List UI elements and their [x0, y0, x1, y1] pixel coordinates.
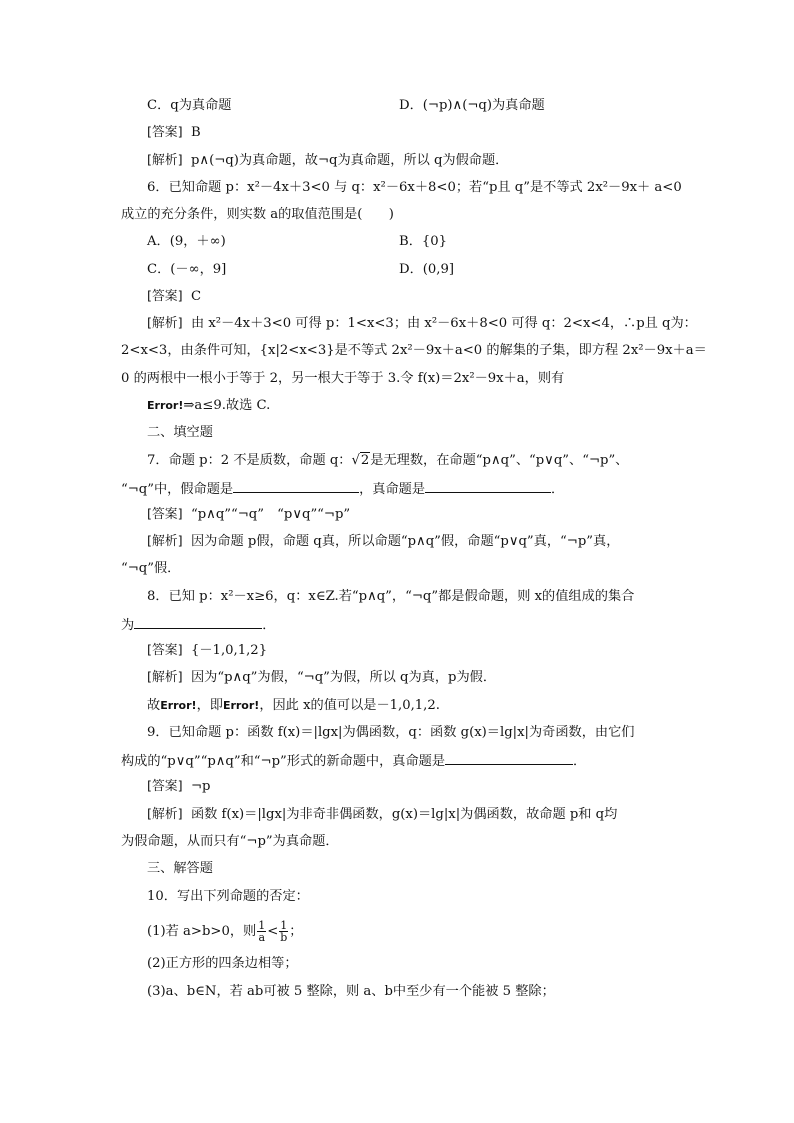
q9-analysis-line2: 为假命题，从而只有“¬p”为真命题． — [121, 834, 339, 849]
q5-answer — [147, 124, 201, 142]
answer-value: C — [190, 289, 202, 304]
q7-text-a: 7．命题 p：2 不是质数，命题 q： — [147, 453, 352, 468]
analysis-tag: [解析] — [147, 153, 183, 168]
analysis-text: 因为命题 p假，命题 q真，所以命题“p∧q”假，命题“p∨q”真，“¬p”真， — [190, 534, 620, 549]
answer-value: {－1,0,1,2} — [190, 643, 268, 658]
q6-analysis-line3: 0 的两根中一根小于等于 2，另一根大于等于 3.令 f(x)＝2x²－9x＋a，则有 — [121, 371, 565, 386]
q7-text-d: ，真命题是 — [359, 482, 426, 497]
analysis-text: ，因此 x的值可以是－1,0,1,2. — [259, 698, 440, 713]
q9-answer — [147, 778, 210, 796]
q7-stem-line2 — [121, 479, 564, 499]
q9-analysis-line1 — [147, 806, 617, 824]
answer-value: “p∧q”“¬q” “p∨q”“¬p” — [190, 507, 351, 522]
q8-text: 为 — [121, 618, 135, 633]
frac-denominator: a — [258, 931, 266, 944]
period: ． — [262, 618, 276, 633]
q6-stem-line2: 成立的充分条件，则实数 a的取值范围是( ) — [121, 207, 394, 222]
q7-text-c: “¬q”中，假命题是 — [121, 482, 234, 497]
frac-numerator: 1 — [258, 919, 266, 932]
analysis-tag: [解析] — [147, 534, 183, 549]
q8-analysis-line2 — [147, 697, 440, 715]
analysis-tag: [解析] — [147, 807, 183, 822]
q7-answer — [147, 506, 350, 524]
q10-item1 — [147, 920, 302, 943]
fraction-1-over-a — [257, 920, 266, 943]
sqrt-radicand: 2 — [360, 453, 370, 468]
answer-tag: [答案] — [147, 779, 183, 794]
q8-analysis-line1 — [147, 669, 496, 687]
section-solve: 三、解答题 — [147, 861, 213, 876]
section-fill-in: 二、填空题 — [147, 425, 213, 440]
q10-item1-end: ； — [289, 924, 303, 939]
q6-analysis-line2: 2<x<3，由条件可知，{x|2<x<3}是不等式 2x²－9x＋a<0 的解集的子集，即方程 2x²－9x＋a＝ — [121, 343, 707, 358]
fill-blank-false[interactable] — [233, 479, 359, 493]
q6-analysis-line4 — [147, 397, 270, 415]
q7-analysis-line2: “¬q”假． — [121, 561, 181, 576]
q9-stem-line1: 9．已知命题 p：函数 f(x)＝|lgx|为偶函数，q：函数 g(x)＝lg|x|为奇函数，由它们 — [147, 725, 635, 740]
analysis-tag: [解析] — [147, 316, 183, 331]
q7-stem-line1 — [147, 452, 628, 470]
q10-item3: (3)a、b∈N，若 ab可被 5 整除，则 a、b中至少有一个能被 5 整除； — [147, 984, 555, 999]
q8-stem-line1: 8．已知 p：x²－x≥6，q：x∈Z.若“p∧q”，“¬q”都是假命题，则 x的值组成的集合 — [147, 589, 635, 604]
period: ． — [573, 754, 587, 769]
q9-text: 构成的“p∨q”“p∧q”和“¬p”形式的新命题中，真命题是 — [121, 754, 446, 769]
answer-value: ¬p — [190, 779, 211, 794]
fraction-1-over-b — [279, 920, 288, 943]
fill-blank-true[interactable] — [425, 479, 551, 493]
fill-blank-true-proposition[interactable] — [445, 751, 573, 765]
analysis-text: ，即 — [196, 698, 223, 713]
answer-tag: [答案] — [147, 125, 183, 140]
answer-value: B — [190, 125, 201, 140]
frac-denominator: b — [280, 931, 288, 944]
q8-answer — [147, 642, 267, 660]
error-placeholder: Error! — [147, 399, 184, 412]
q6-option-c: C．(－∞，9] — [147, 262, 227, 277]
q8-stem-line2 — [121, 615, 275, 635]
q9-stem-line2 — [121, 751, 586, 771]
answer-tag: [答案] — [147, 507, 183, 522]
analysis-text: p∧(¬q)为真命题，故¬q为真命题，所以 q为假命题． — [190, 153, 509, 168]
error-placeholder: Error! — [160, 699, 197, 712]
answer-tag: [答案] — [147, 289, 183, 304]
analysis-text: 故 — [147, 698, 161, 713]
analysis-text: 由 x²－4x＋3<0 可得 p：1<x<3；由 x²－6x＋8<0 可得 q：2<x<4，∴p且 q为： — [190, 316, 697, 331]
q6-answer — [147, 288, 201, 306]
q6-analysis-line1 — [147, 315, 697, 333]
fill-blank-set[interactable] — [134, 615, 262, 629]
frac-numerator: 1 — [280, 919, 288, 932]
analysis-text: ⇒a≤9.故选 C. — [183, 398, 271, 413]
error-placeholder: Error! — [222, 699, 260, 712]
answer-tag: [答案] — [147, 643, 183, 658]
q7-analysis-line1 — [147, 533, 619, 551]
q6-stem-line1: 6．已知命题 p：x²－4x＋3<0 与 q：x²－6x＋8<0；若“p且 q”是不等式 2x²－9x＋ a<0 — [147, 180, 682, 195]
q10-stem: 10．写出下列命题的否定： — [147, 889, 309, 904]
q10-item2: (2)正方形的四条边相等； — [147, 956, 298, 971]
q10-item1-text: (1)若 a>b>0，则 — [147, 924, 257, 939]
analysis-text: 因为“p∧q”为假，“¬q”为假，所以 q为真，p为假． — [190, 670, 497, 685]
q7-text-b: 是无理数，在命题“p∧q”、“p∨q”、“¬p”、 — [370, 453, 629, 468]
period: ． — [551, 482, 565, 497]
q5-option-d: D．(¬p)∧(¬q)为真命题 — [399, 98, 545, 113]
q6-option-d: D．(0,9] — [399, 262, 455, 277]
q5-analysis — [147, 152, 508, 170]
q6-option-a: A．(9，＋∞) — [147, 234, 226, 249]
q6-option-b: B．{0} — [399, 234, 448, 249]
q5-option-c: C．q为真命题 — [147, 98, 232, 113]
sqrt-symbol: √2 — [351, 453, 370, 468]
analysis-text: 函数 f(x)＝|lgx|为非奇非偶函数，g(x)＝lg|x|为偶函数，故命题 p和 q均 — [190, 807, 618, 822]
less-than: < — [267, 924, 279, 939]
analysis-tag: [解析] — [147, 670, 183, 685]
